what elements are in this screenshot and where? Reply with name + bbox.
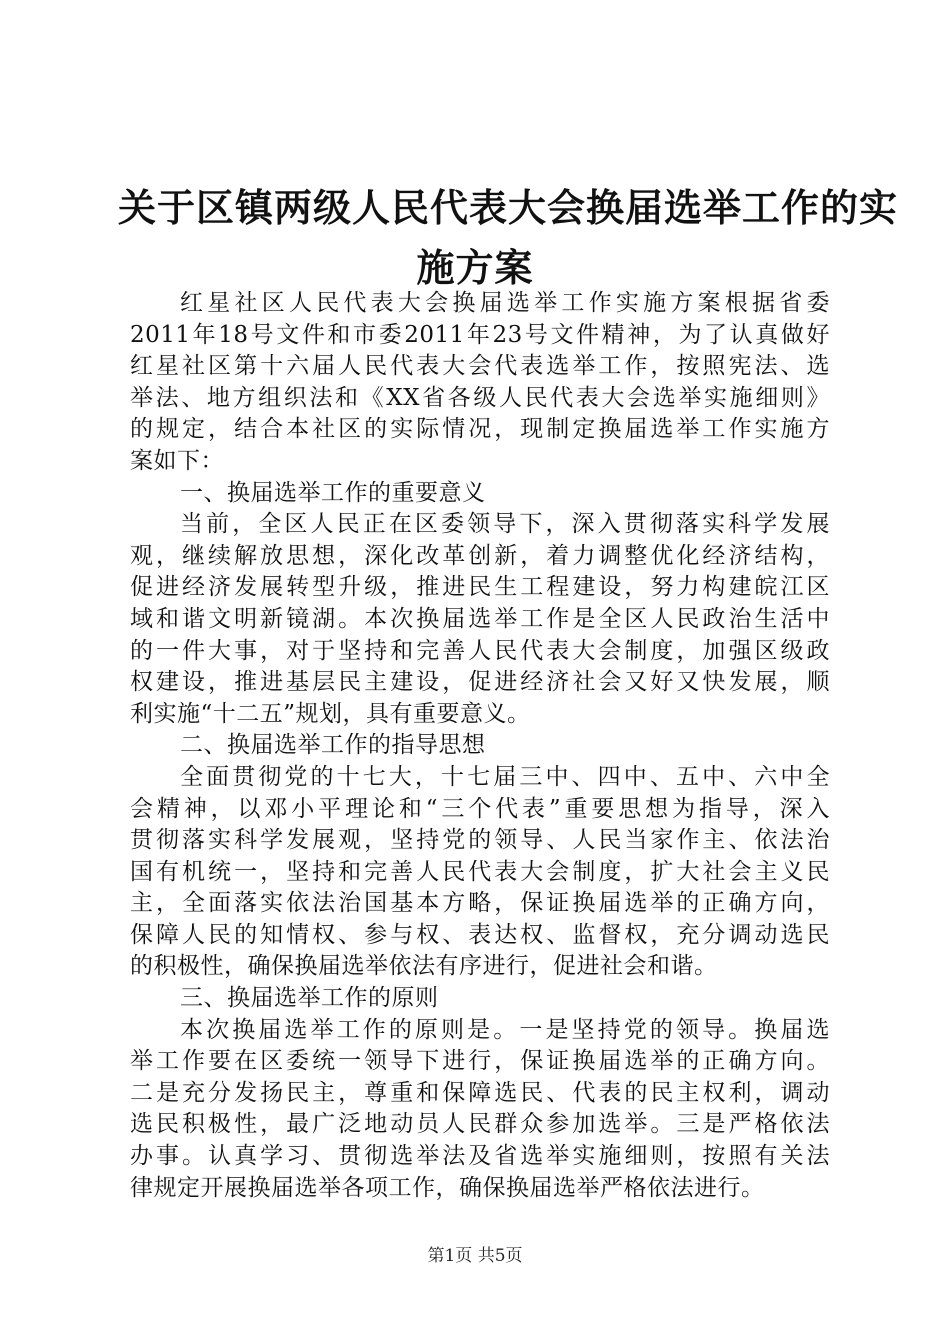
text-line: 选民积极性，最广泛地动员人民群众参加选举。三是严格依法 — [130, 1111, 830, 1138]
text-line: 的规定，结合本社区的实际情况，现制定换届选举工作实施方 — [130, 416, 830, 443]
text-line: 会精神，以邓小平理论和“三个代表”重要思想为指导，深入 — [130, 795, 830, 822]
text-line: 保障人民的知情权、参与权、表达权、监督权，充分调动选民 — [130, 921, 830, 948]
document-body — [130, 288, 830, 1204]
text-line: 办事。认真学习、贯彻选举法及省选举实施细则，按照有关法 — [130, 1143, 830, 1170]
text-line: 案如下： — [130, 447, 224, 474]
text-line: 促进经济发展转型升级，推进民生工程建设，努力构建皖江区 — [130, 574, 830, 601]
text-line: 域和谐文明新镜湖。本次换届选举工作是全区人民政治生活中 — [130, 605, 830, 632]
text-line: 举法、地方组织法和《XX省各级人民代表大会选举实施细则》 — [130, 384, 830, 411]
text-line: 权建设，推进基层民主建设，促进经济社会又好又快发展，顺 — [130, 669, 830, 696]
text-line: 贯彻落实科学发展观，坚持党的领导、人民当家作主、依法治 — [130, 827, 830, 854]
paragraph — [130, 730, 830, 762]
text-line: 利实施“十二五”规划，具有重要意义。 — [130, 700, 531, 727]
text-line: 的积极性，确保换届选举依法有序进行，促进社会和谐。 — [130, 953, 718, 980]
text-line: 律规定开展换届选举各项工作，确保换届选举严格依法进行。 — [130, 1174, 765, 1201]
paragraph — [130, 509, 830, 730]
title-line: 施方案 — [416, 245, 534, 290]
text-line: 全面贯彻党的十七大，十七届三中、四中、五中、六中全 — [180, 763, 830, 790]
text-line: 本次换届选举工作的原则是。一是坚持党的领导。换届选 — [180, 1016, 830, 1043]
text-line: 一、换届选举工作的重要意义 — [180, 479, 486, 506]
text-line: 的一件大事，对于坚持和完善人民代表大会制度，加强区级政 — [130, 637, 830, 664]
text-line: 2011年18号文件和市委2011年23号文件精神，为了认真做好 — [130, 321, 830, 348]
page-footer: 第1页 共5页 — [427, 1246, 523, 1266]
text-line: 二是充分发扬民主，尊重和保障选民、代表的民主权利，调动 — [130, 1079, 830, 1106]
paragraph — [130, 1015, 830, 1205]
text-line: 举工作要在区委统一领导下进行，保证换届选举的正确方向。 — [130, 1048, 830, 1075]
text-line: 二、换届选举工作的指导思想 — [180, 732, 486, 759]
paragraph — [130, 288, 830, 478]
text-line: 观，继续解放思想，深化改革创新，着力调整优化经济结构， — [130, 542, 830, 569]
document-title — [118, 178, 899, 298]
text-line: 三、换届选举工作的原则 — [180, 985, 439, 1012]
text-line: 当前，全区人民正在区委领导下，深入贯彻落实科学发展 — [180, 511, 830, 538]
text-line: 主，全面落实依法治国基本方略，保证换届选举的正确方向， — [130, 890, 830, 917]
text-line: 国有机统一，坚持和完善人民代表大会制度，扩大社会主义民 — [130, 858, 830, 885]
text-line: 红星社区第十六届人民代表大会代表选举工作，按照宪法、选 — [130, 353, 830, 380]
text-line: 红星社区人民代表大会换届选举工作实施方案根据省委 — [180, 290, 830, 316]
paragraph — [130, 983, 830, 1015]
title-line: 关于区镇两级人民代表大会换届选举工作的实 — [118, 185, 899, 230]
paragraph — [130, 762, 830, 983]
paragraph — [130, 478, 830, 510]
